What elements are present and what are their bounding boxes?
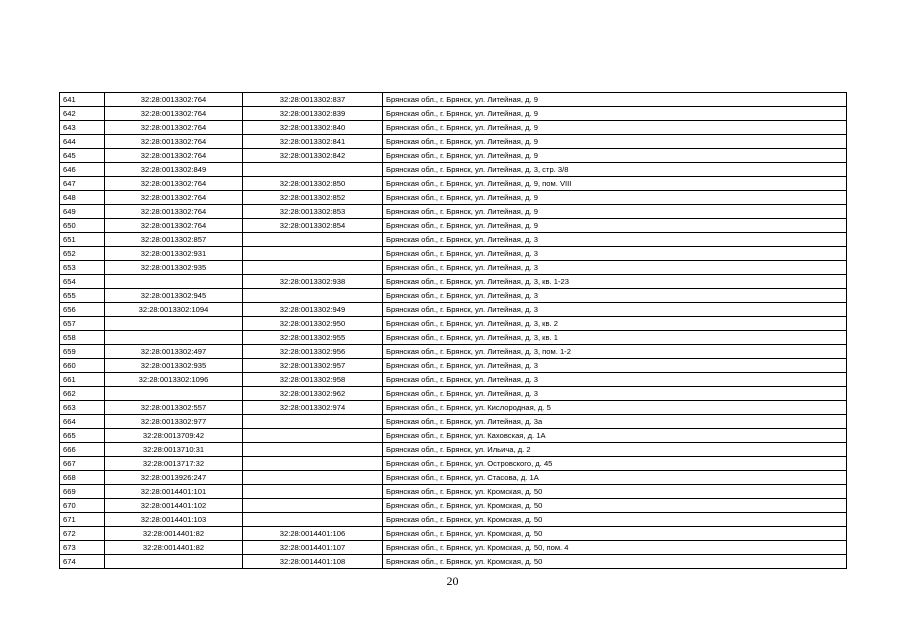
address-cell: Брянская обл., г. Брянск, ул. Литейная, д. 3, кв. 1 — [383, 331, 847, 345]
row-number-cell: 661 — [60, 373, 105, 387]
cadastral-number-primary-cell: 32:28:0013302:977 — [105, 415, 243, 429]
address-cell: Брянская обл., г. Брянск, ул. Литейная, д. 3 — [383, 373, 847, 387]
cadastral-number-primary-cell: 32:28:0013302:497 — [105, 345, 243, 359]
address-cell: Брянская обл., г. Брянск, ул. Ильича, д. 2 — [383, 443, 847, 457]
cadastral-number-primary-cell — [105, 555, 243, 569]
row-number-cell: 658 — [60, 331, 105, 345]
cadastral-number-secondary-cell — [243, 457, 383, 471]
cadastral-number-primary-cell: 32:28:0013710:31 — [105, 443, 243, 457]
row-number-cell: 644 — [60, 135, 105, 149]
cadastral-number-secondary-cell: 32:28:0013302:840 — [243, 121, 383, 135]
table-row — [60, 359, 847, 373]
table-row — [60, 121, 847, 135]
address-cell: Брянская обл., г. Брянск, ул. Литейная, д. 3, кв. 1-23 — [383, 275, 847, 289]
cadastral-number-secondary-cell — [243, 443, 383, 457]
table-row — [60, 429, 847, 443]
table-row — [60, 401, 847, 415]
row-number-cell: 667 — [60, 457, 105, 471]
table-row — [60, 541, 847, 555]
cadastral-number-secondary-cell — [243, 471, 383, 485]
table-row — [60, 289, 847, 303]
row-number-cell: 649 — [60, 205, 105, 219]
row-number-cell: 655 — [60, 289, 105, 303]
row-number-cell: 673 — [60, 541, 105, 555]
row-number-cell: 660 — [60, 359, 105, 373]
cadastral-number-primary-cell: 32:28:0013302:764 — [105, 107, 243, 121]
cadastral-number-primary-cell: 32:28:0013302:764 — [105, 93, 243, 107]
row-number-cell: 651 — [60, 233, 105, 247]
table-row — [60, 163, 847, 177]
cadastral-number-secondary-cell — [243, 485, 383, 499]
address-cell: Брянская обл., г. Брянск, ул. Кромская, д. 50, пом. 4 — [383, 541, 847, 555]
address-cell: Брянская обл., г. Брянск, ул. Литейная, д. 9 — [383, 135, 847, 149]
address-cell: Брянская обл., г. Брянск, ул. Литейная, д. 3 — [383, 233, 847, 247]
table-row — [60, 457, 847, 471]
row-number-cell: 665 — [60, 429, 105, 443]
cadastral-number-primary-cell — [105, 331, 243, 345]
cadastral-number-secondary-cell: 32:28:0013302:974 — [243, 401, 383, 415]
address-cell: Брянская обл., г. Брянск, ул. Кромская, д. 50 — [383, 499, 847, 513]
cadastral-number-secondary-cell — [243, 233, 383, 247]
table-row — [60, 107, 847, 121]
table-row — [60, 303, 847, 317]
cadastral-number-secondary-cell — [243, 429, 383, 443]
cadastral-number-secondary-cell: 32:28:0013302:938 — [243, 275, 383, 289]
page-number: 20 — [446, 574, 459, 588]
table-row — [60, 93, 847, 107]
cadastral-number-primary-cell — [105, 275, 243, 289]
cadastral-number-secondary-cell — [243, 261, 383, 275]
registry-table-body — [60, 93, 847, 569]
cadastral-number-primary-cell: 32:28:0013302:764 — [105, 191, 243, 205]
address-cell: Брянская обл., г. Брянск, ул. Литейная, д. 3 — [383, 303, 847, 317]
row-number-cell: 647 — [60, 177, 105, 191]
cadastral-number-secondary-cell: 32:28:0013302:950 — [243, 317, 383, 331]
address-cell: Брянская обл., г. Брянск, ул. Литейная, д. 9, пом. VIII — [383, 177, 847, 191]
cadastral-number-secondary-cell: 32:28:0014401:107 — [243, 541, 383, 555]
cadastral-number-primary-cell: 32:28:0013302:764 — [105, 219, 243, 233]
address-cell: Брянская обл., г. Брянск, ул. Литейная, д. 3 — [383, 359, 847, 373]
row-number-cell: 664 — [60, 415, 105, 429]
cadastral-number-primary-cell: 32:28:0013302:557 — [105, 401, 243, 415]
row-number-cell: 662 — [60, 387, 105, 401]
table-row — [60, 247, 847, 261]
address-cell: Брянская обл., г. Брянск, ул. Кромская, д. 50 — [383, 555, 847, 569]
cadastral-number-primary-cell: 32:28:0013302:1096 — [105, 373, 243, 387]
cadastral-number-secondary-cell: 32:28:0014401:106 — [243, 527, 383, 541]
cadastral-number-secondary-cell: 32:28:0013302:842 — [243, 149, 383, 163]
cadastral-number-primary-cell: 32:28:0013302:764 — [105, 149, 243, 163]
address-cell: Брянская обл., г. Брянск, ул. Литейная, д. 3 — [383, 387, 847, 401]
table-row — [60, 499, 847, 513]
address-cell: Брянская обл., г. Брянск, ул. Литейная, д. 3 — [383, 289, 847, 303]
cadastral-number-secondary-cell: 32:28:0014401:108 — [243, 555, 383, 569]
row-number-cell: 669 — [60, 485, 105, 499]
registry-table — [59, 92, 847, 569]
address-cell: Брянская обл., г. Брянск, ул. Литейная, д. 3 — [383, 261, 847, 275]
row-number-cell: 666 — [60, 443, 105, 457]
cadastral-number-primary-cell — [105, 387, 243, 401]
table-row — [60, 191, 847, 205]
address-cell: Брянская обл., г. Брянск, ул. Каховская, д. 1А — [383, 429, 847, 443]
table-row — [60, 149, 847, 163]
row-number-cell: 659 — [60, 345, 105, 359]
table-row — [60, 387, 847, 401]
cadastral-number-secondary-cell — [243, 289, 383, 303]
table-row — [60, 135, 847, 149]
cadastral-number-primary-cell: 32:28:0014401:82 — [105, 527, 243, 541]
address-cell: Брянская обл., г. Брянск, ул. Кромская, д. 50 — [383, 485, 847, 499]
row-number-cell: 672 — [60, 527, 105, 541]
row-number-cell: 668 — [60, 471, 105, 485]
address-cell: Брянская обл., г. Брянск, ул. Кромская, д. 50 — [383, 513, 847, 527]
table-row — [60, 443, 847, 457]
address-cell: Брянская обл., г. Брянск, ул. Литейная, д. 9 — [383, 121, 847, 135]
cadastral-number-primary-cell: 32:28:0014401:101 — [105, 485, 243, 499]
address-cell: Брянская обл., г. Брянск, ул. Литейная, д. 3, стр. 3/8 — [383, 163, 847, 177]
cadastral-number-secondary-cell — [243, 247, 383, 261]
row-number-cell: 642 — [60, 107, 105, 121]
table-row — [60, 471, 847, 485]
address-cell: Брянская обл., г. Брянск, ул. Литейная, д. 9 — [383, 107, 847, 121]
cadastral-number-primary-cell: 32:28:0013302:764 — [105, 177, 243, 191]
address-cell: Брянская обл., г. Брянск, ул. Литейная, д. 3, пом. 1-2 — [383, 345, 847, 359]
row-number-cell: 657 — [60, 317, 105, 331]
table-row — [60, 415, 847, 429]
cadastral-number-secondary-cell — [243, 163, 383, 177]
cadastral-number-secondary-cell: 32:28:0013302:949 — [243, 303, 383, 317]
cadastral-number-primary-cell: 32:28:0013302:1094 — [105, 303, 243, 317]
cadastral-number-primary-cell: 32:28:0013302:764 — [105, 205, 243, 219]
cadastral-number-secondary-cell: 32:28:0013302:957 — [243, 359, 383, 373]
cadastral-number-secondary-cell: 32:28:0013302:852 — [243, 191, 383, 205]
cadastral-number-secondary-cell: 32:28:0013302:839 — [243, 107, 383, 121]
row-number-cell: 656 — [60, 303, 105, 317]
address-cell: Брянская обл., г. Брянск, ул. Кромская, д. 50 — [383, 527, 847, 541]
cadastral-number-primary-cell: 32:28:0013302:945 — [105, 289, 243, 303]
cadastral-number-secondary-cell: 32:28:0013302:841 — [243, 135, 383, 149]
address-cell: Брянская обл., г. Брянск, ул. Литейная, д. 9 — [383, 219, 847, 233]
row-number-cell: 646 — [60, 163, 105, 177]
cadastral-number-secondary-cell: 32:28:0013302:962 — [243, 387, 383, 401]
table-row — [60, 205, 847, 219]
row-number-cell: 648 — [60, 191, 105, 205]
row-number-cell: 641 — [60, 93, 105, 107]
cadastral-number-secondary-cell: 32:28:0013302:837 — [243, 93, 383, 107]
cadastral-number-primary-cell: 32:28:0013926:247 — [105, 471, 243, 485]
cadastral-number-primary-cell: 32:28:0013717:32 — [105, 457, 243, 471]
table-row — [60, 527, 847, 541]
table-row — [60, 219, 847, 233]
table-row — [60, 331, 847, 345]
row-number-cell: 643 — [60, 121, 105, 135]
table-row — [60, 485, 847, 499]
address-cell: Брянская обл., г. Брянск, ул. Кислородная, д. 5 — [383, 401, 847, 415]
row-number-cell: 652 — [60, 247, 105, 261]
cadastral-number-primary-cell: 32:28:0013709:42 — [105, 429, 243, 443]
address-cell: Брянская обл., г. Брянск, ул. Островского, д. 45 — [383, 457, 847, 471]
address-cell: Брянская обл., г. Брянск, ул. Стасова, д. 1А — [383, 471, 847, 485]
address-cell: Брянская обл., г. Брянск, ул. Литейная, д. 3а — [383, 415, 847, 429]
cadastral-number-secondary-cell: 32:28:0013302:853 — [243, 205, 383, 219]
cadastral-number-secondary-cell: 32:28:0013302:854 — [243, 219, 383, 233]
address-cell: Брянская обл., г. Брянск, ул. Литейная, д. 9 — [383, 93, 847, 107]
address-cell: Брянская обл., г. Брянск, ул. Литейная, д. 9 — [383, 191, 847, 205]
cadastral-number-secondary-cell: 32:28:0013302:956 — [243, 345, 383, 359]
cadastral-number-primary-cell: 32:28:0014401:103 — [105, 513, 243, 527]
address-cell: Брянская обл., г. Брянск, ул. Литейная, д. 3 — [383, 247, 847, 261]
address-cell: Брянская обл., г. Брянск, ул. Литейная, д. 9 — [383, 205, 847, 219]
table-row — [60, 233, 847, 247]
row-number-cell: 645 — [60, 149, 105, 163]
row-number-cell: 670 — [60, 499, 105, 513]
cadastral-number-primary-cell: 32:28:0013302:764 — [105, 121, 243, 135]
cadastral-number-primary-cell: 32:28:0013302:935 — [105, 261, 243, 275]
cadastral-number-primary-cell: 32:28:0013302:935 — [105, 359, 243, 373]
cadastral-number-primary-cell: 32:28:0013302:764 — [105, 135, 243, 149]
table-row — [60, 317, 847, 331]
address-cell: Брянская обл., г. Брянск, ул. Литейная, д. 9 — [383, 149, 847, 163]
cadastral-number-primary-cell: 32:28:0014401:82 — [105, 541, 243, 555]
row-number-cell: 653 — [60, 261, 105, 275]
cadastral-number-secondary-cell: 32:28:0013302:850 — [243, 177, 383, 191]
address-cell: Брянская обл., г. Брянск, ул. Литейная, д. 3, кв. 2 — [383, 317, 847, 331]
table-row — [60, 275, 847, 289]
table-row — [60, 261, 847, 275]
cadastral-number-secondary-cell: 32:28:0013302:958 — [243, 373, 383, 387]
table-row — [60, 345, 847, 359]
row-number-cell: 650 — [60, 219, 105, 233]
row-number-cell: 654 — [60, 275, 105, 289]
cadastral-number-secondary-cell — [243, 415, 383, 429]
row-number-cell: 674 — [60, 555, 105, 569]
cadastral-number-secondary-cell: 32:28:0013302:955 — [243, 331, 383, 345]
table-row — [60, 513, 847, 527]
cadastral-number-secondary-cell — [243, 513, 383, 527]
cadastral-number-primary-cell: 32:28:0013302:857 — [105, 233, 243, 247]
table-row — [60, 555, 847, 569]
row-number-cell: 663 — [60, 401, 105, 415]
row-number-cell: 671 — [60, 513, 105, 527]
cadastral-number-primary-cell: 32:28:0013302:931 — [105, 247, 243, 261]
table-row — [60, 177, 847, 191]
cadastral-number-primary-cell: 32:28:0013302:849 — [105, 163, 243, 177]
table-row — [60, 373, 847, 387]
cadastral-number-secondary-cell — [243, 499, 383, 513]
cadastral-number-primary-cell: 32:28:0014401:102 — [105, 499, 243, 513]
cadastral-number-primary-cell — [105, 317, 243, 331]
